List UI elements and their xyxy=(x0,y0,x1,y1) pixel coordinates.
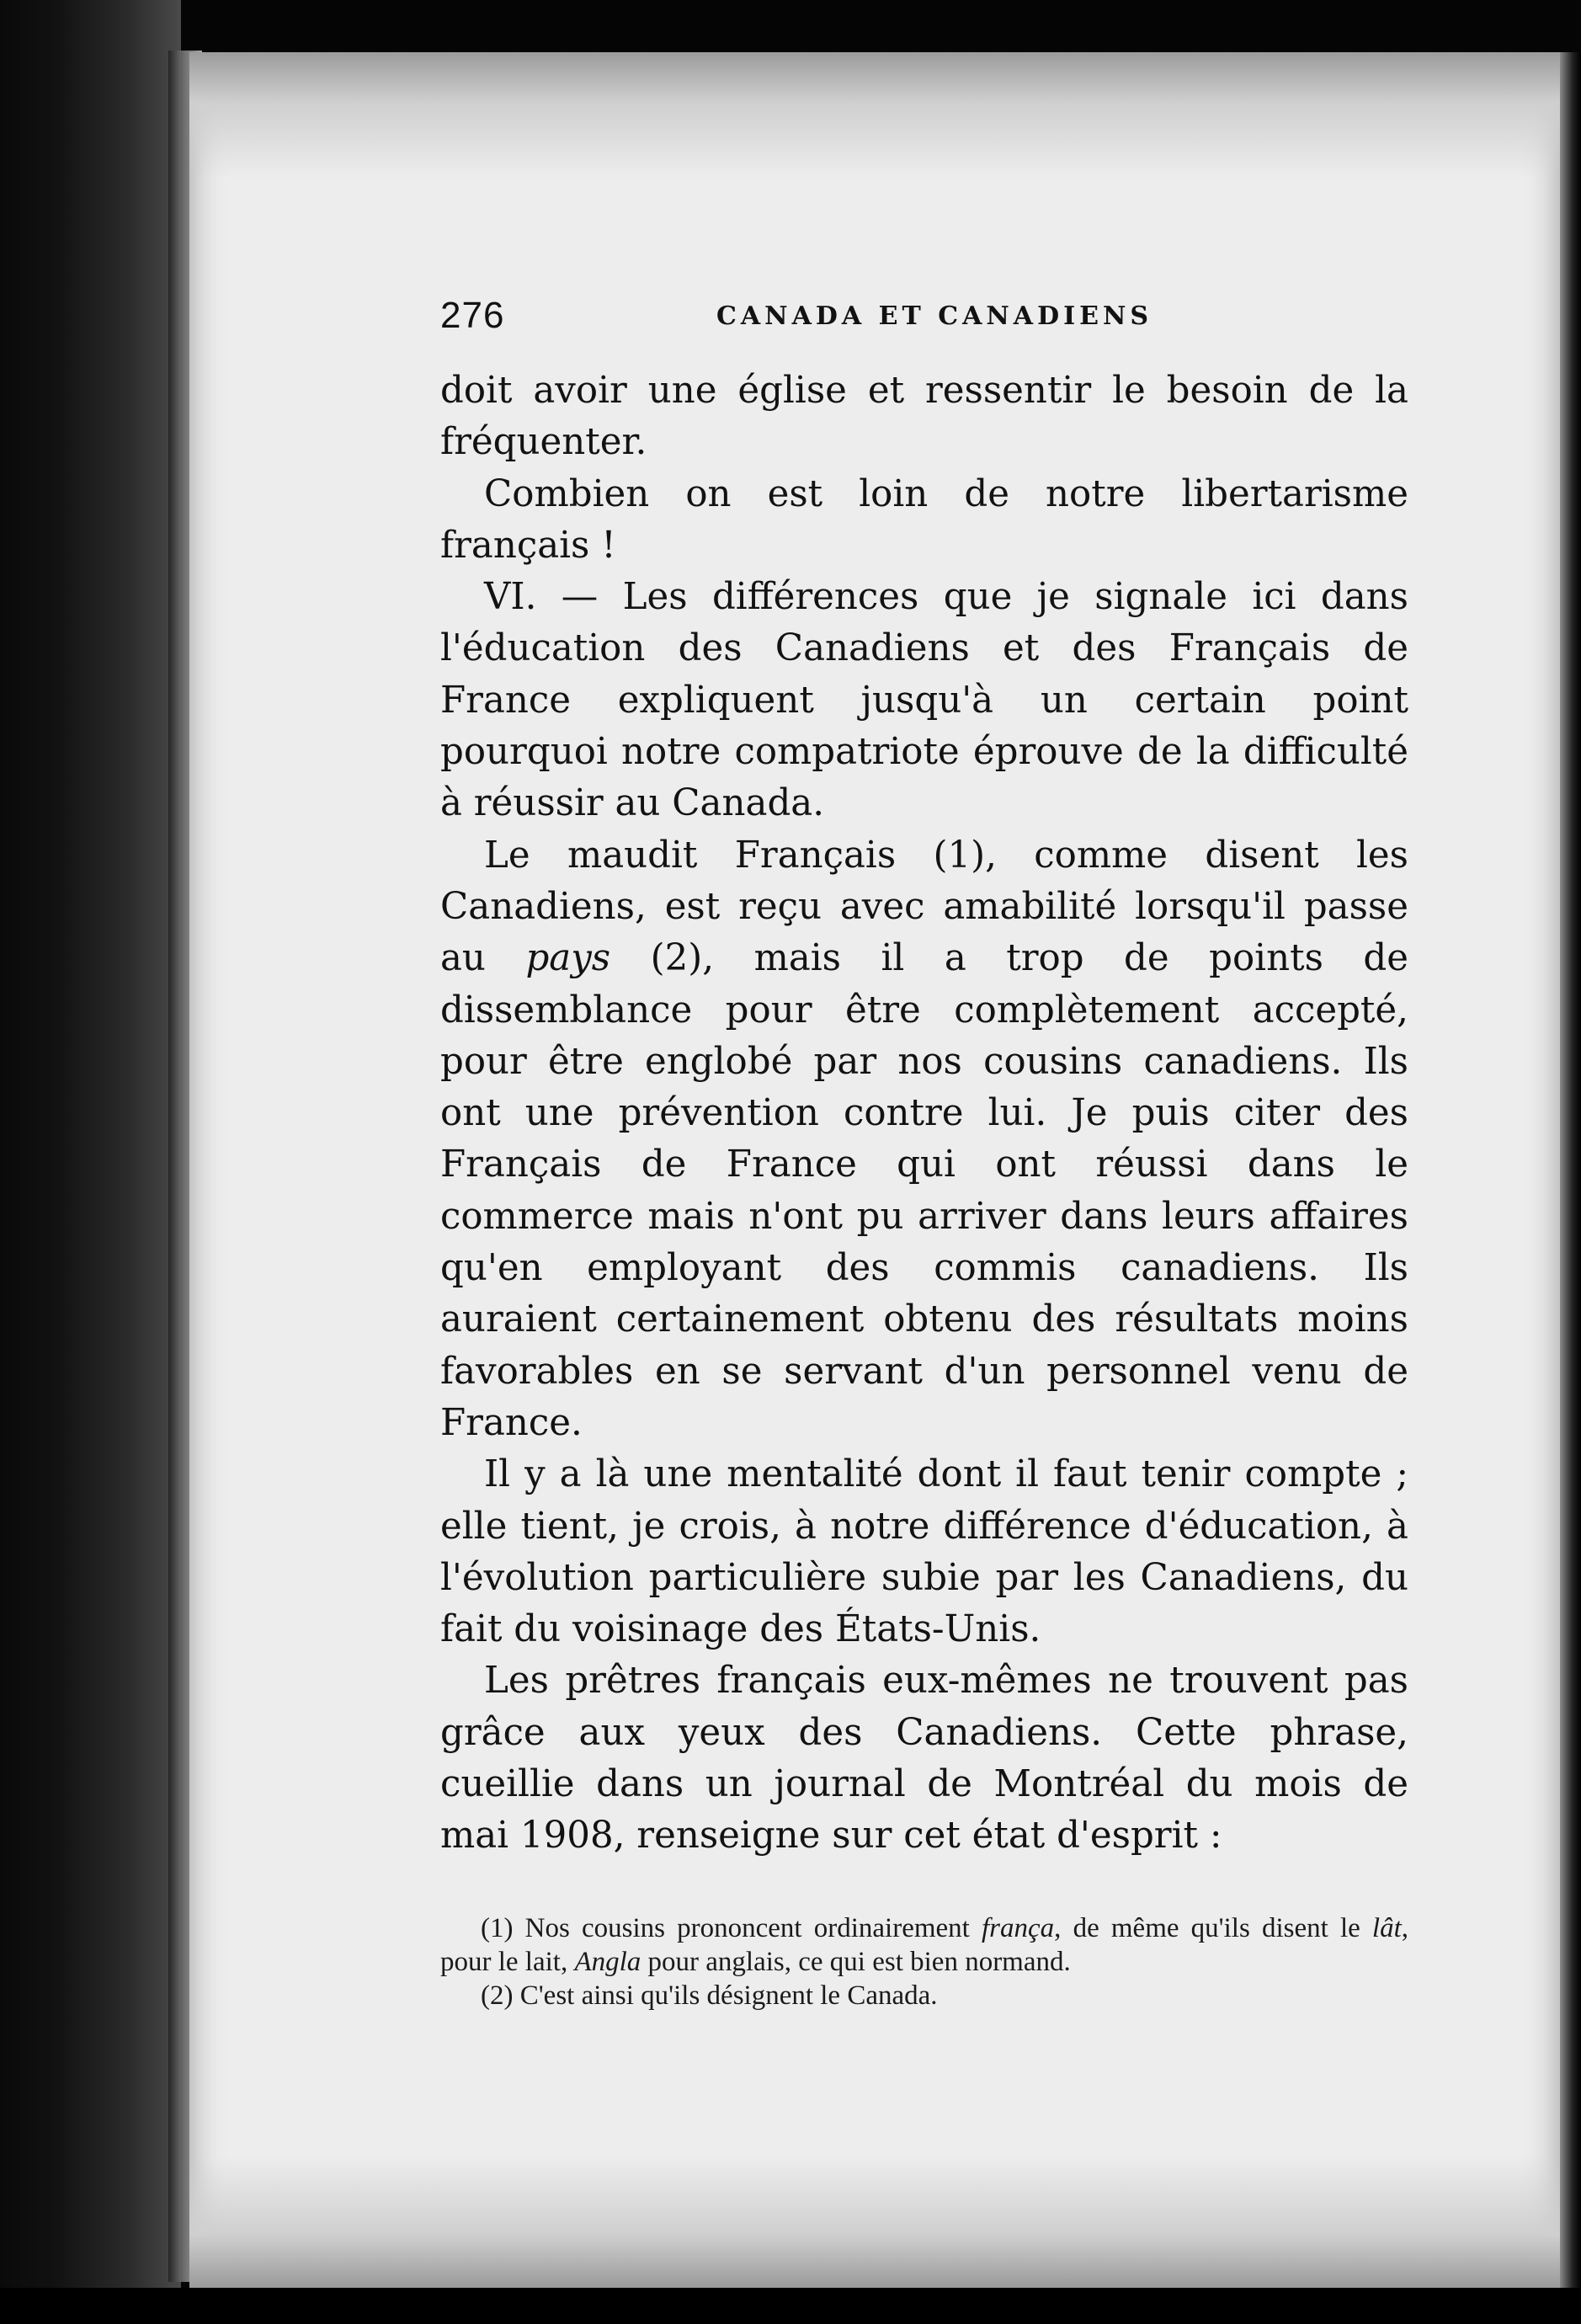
page-bottom-shading xyxy=(189,2156,1560,2288)
text-run: , de même qu'ils disent le xyxy=(1054,1912,1372,1943)
page-right-edge xyxy=(1560,52,1581,2288)
paragraph xyxy=(440,830,1408,1450)
page-top-discoloration xyxy=(189,52,1560,179)
footnote-1 xyxy=(440,1911,1408,1979)
footnote-2: (2) C'est ainsi qu'ils désignent le Canada. xyxy=(481,1980,938,2011)
text-run: (2), mais il a trop de points de dissemblance pour être complètement accepté, pour être englobé par nos cousins canadiens. Ils ont une prévention contre lui. Je puis citer des Français de France qui ont réussi dans le commerce mais n'ont pu arriver dans leurs affaires qu'en employant des commis canadiens. Ils auraient certainement obtenu des résultats moins favorables en se servant d'un personnel venu de France. xyxy=(440,937,1408,1444)
text-run: (1) Nos cousins prononcent ordinairement xyxy=(481,1912,982,1943)
italic-term: pays xyxy=(525,937,611,980)
text-run: , pour le lait, xyxy=(440,1912,1409,1977)
footnotes xyxy=(440,1911,1408,2012)
text-run: Le maudit Français (1), comme disent les Canadiens, est reçu avec amabilité lorsqu'il passe au xyxy=(440,834,1408,980)
text-run: pour anglais, ce qui est bien normand. xyxy=(641,1946,1071,1977)
paragraph: Combien on est loin de notre libertarisme français ! xyxy=(440,472,1408,567)
running-title: CANADA ET CANADIENS xyxy=(716,301,1153,331)
running-head xyxy=(440,286,1408,354)
paragraph-section-vi: VI. — Les différences que je signale ici dans l'éducation des Canadiens et des Français de France expliquent jusqu'à un certain point pourquoi notre compatriote éprouve de la difficulté à réussir au Canada. xyxy=(440,576,1408,825)
italic-term: Angla xyxy=(574,1946,641,1977)
italic-term: lât xyxy=(1371,1912,1402,1943)
page-number: 276 xyxy=(440,295,505,336)
italic-term: frança xyxy=(982,1912,1055,1943)
book-binding-edge xyxy=(0,0,181,2324)
page-content xyxy=(440,286,1408,2012)
paragraph: Il y a là une mentalité dont il faut tenir compte ; elle tient, je crois, à notre différence d'éducation, à l'évolution particulière subie par les Canadiens, du fait du voisinage des États-Unis. xyxy=(440,1453,1408,1651)
body-text xyxy=(440,365,1408,1863)
paragraph-continuation: doit avoir une église et ressentir le besoin de la fréquenter. xyxy=(440,370,1408,464)
paragraph: Les prêtres français eux-mêmes ne trouvent pas grâce aux yeux des Canadiens. Cette phrase, cueillie dans un journal de Montréal du mois de mai 1908, renseigne sur cet état d'esprit : xyxy=(440,1660,1408,1858)
scan-bottom-border xyxy=(0,2288,1581,2324)
